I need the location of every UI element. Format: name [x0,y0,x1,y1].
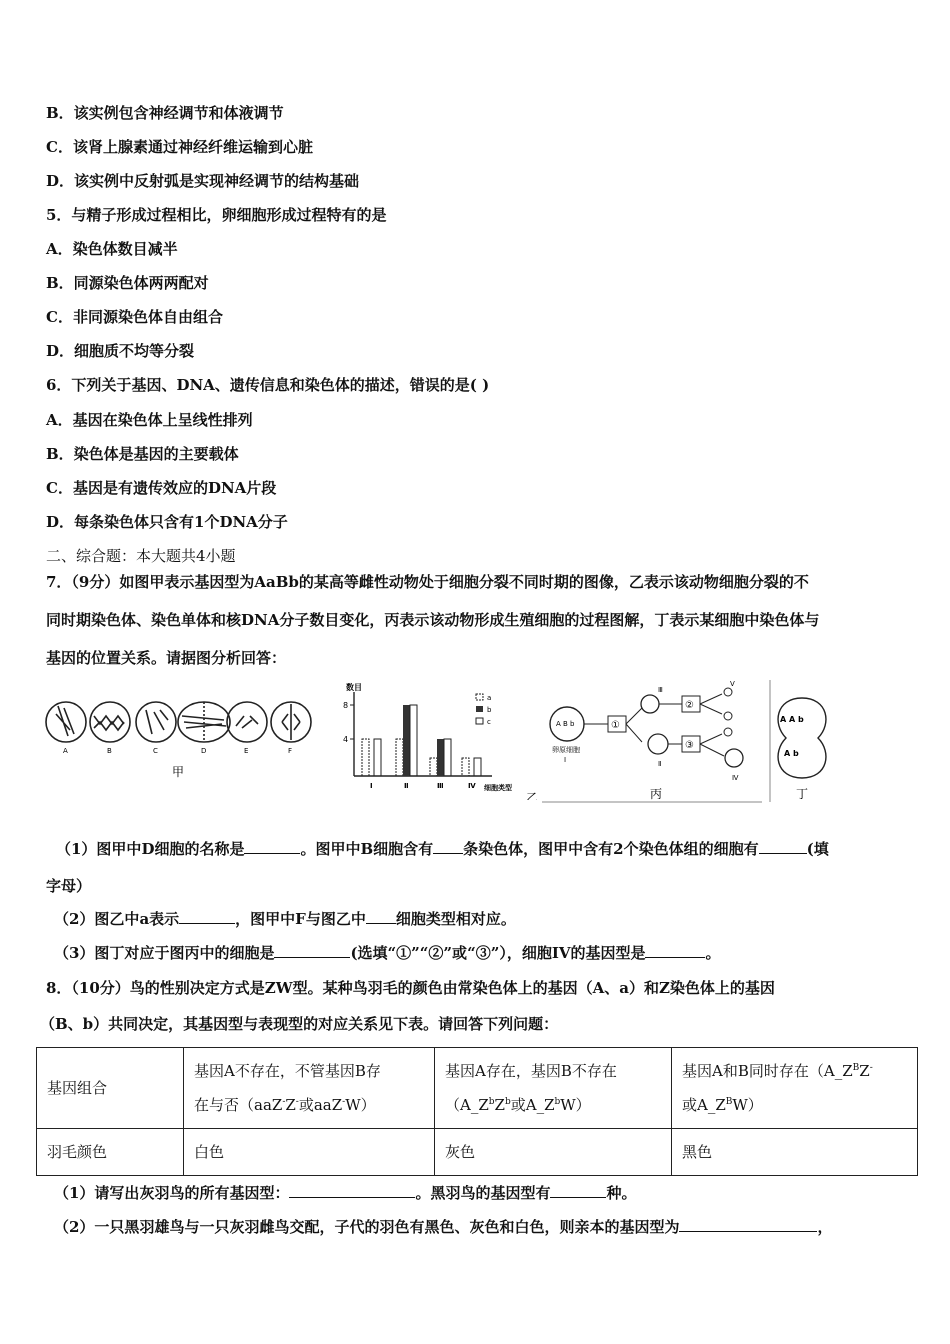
table-row [37,1129,918,1176]
q7-blank-4[interactable] [179,909,235,924]
q8-stem-line1: 8．（10分）鸟的性别决定方式是ZW型。某种鸟羽毛的颜色由常染色体上的基因（A、a）和Z染色体上的基因 [46,979,775,997]
yi-category-iii: Ⅲ [437,782,444,790]
yi-ytick-4: 4 [343,735,349,744]
figure-ding [770,694,834,804]
cell-label-c: C [153,747,158,755]
section-heading: 二、综合题：本大题共4小题 [46,547,236,565]
q7-stem-line3: 基因的位置关系。请据图分析回答： [46,649,287,667]
bing-start-label: 卵原细胞 [552,746,580,754]
q6-option-a: A．基因在染色体上呈线性排列 [46,411,253,429]
yi-legend-c: c [487,718,491,726]
bar-i-a [362,739,369,776]
q7-blank-1[interactable] [244,839,300,854]
bing-label-i: Ⅰ [564,756,567,764]
cell-label-e: E [244,747,249,755]
yi-legend-a: a [487,694,492,702]
q4-option-b: B．该实例包含神经调节和体液调节 [46,104,284,122]
yi-ylabel: 数目 [346,683,362,692]
q7-stem-line2: 同时期染色体、染色单体和核DNA分子数目变化，丙表示该动物形成生殖细胞的过程图解，丁表示某细胞中染色体与 [46,611,820,629]
cell-c [136,702,176,742]
q5-option-d: D．细胞质不均等分裂 [46,342,195,360]
q8-part1: （1）请写出灰羽鸟的所有基因型： 。黑羽鸟的基因型有 种。 [54,1184,637,1202]
q5-option-b: B．同源染色体两两配对 [46,274,209,292]
figure-bing [542,680,772,804]
bing-step-2: ② [685,700,694,711]
genotype-table [36,1047,918,1176]
cell-d [178,702,230,742]
table-cell: 基因组合 [37,1048,184,1129]
q7-part1-cont: 字母） [46,877,92,895]
table-cell: 基因A不存在，不管基因B存 在与否（aaZ-Z-或aaZ-W） [184,1048,435,1129]
q5-stem: 5．与精子形成过程相比，卵细胞形成过程特有的是 [46,206,387,224]
bar-iv-a [462,758,469,776]
ding-genes-top: A A b [780,715,804,724]
q7-part1: （1）图甲中D细胞的名称是 。图甲中B细胞含有 条染色体，图甲中含有2个染色体组的细胞有 (填 [56,840,829,858]
yi-legend-b: b [487,706,492,714]
cell-a [46,702,86,742]
cell-label-d: D [201,747,207,755]
ding-genes-bottom: A b [784,749,799,758]
q6-stem: 6．下列关于基因、DNA、遗传信息和染色体的描述，错误的是( ) [46,376,490,394]
q7-blank-5[interactable] [366,909,396,924]
q7-blank-7[interactable] [645,943,705,958]
bar-ii-b [403,705,410,776]
table-cell: 基因A存在，基因B不存在 （$A\_Z^bZ^b$或$A\_Z^bW$） [435,1048,672,1129]
cell-e [227,702,267,742]
figure-yi [332,680,542,800]
yi-category-iv: Ⅳ [468,782,476,790]
cell-label-a: A [63,747,68,755]
bing-label-v: Ⅴ [730,680,735,688]
bar-iii-b [437,739,444,776]
table-cell: 羽毛颜色 [37,1129,184,1176]
table-cell: 白色 [184,1129,435,1176]
bar-ii-c [410,705,417,776]
yi-category-i: Ⅰ [370,782,373,790]
bar-iii-c [444,739,451,776]
q5-option-a: A．染色体数目减半 [46,240,178,258]
table-row [37,1048,918,1129]
q8-blank-2[interactable] [550,1183,606,1198]
yi-xlabel: 细胞类型 [484,784,512,792]
q7-stem-line1: 7．（9分）如图甲表示基因型为AaBb的某高等雌性动物处于细胞分裂不同时期的图像，乙表示该动物细胞分裂的不 [46,573,809,591]
q7-blank-6[interactable] [274,943,350,958]
q4-option-c: C．该肾上腺素通过神经纤维运输到心脏 [46,138,313,156]
cell-b [90,702,130,742]
bar-iii-a [430,758,437,776]
bing-step-3: ③ [685,740,694,751]
bing-step-1: ① [611,720,620,731]
figure-bing-caption: 丙 [650,787,663,801]
figure-jia [44,694,314,784]
q5-option-c: C．非同源染色体自由组合 [46,308,223,326]
q8-blank-1[interactable] [289,1183,415,1198]
table-cell: 灰色 [435,1129,672,1176]
cell-label-f: F [288,747,293,755]
table-cell: 基因A和B同时存在（$A\_Z^BZ^-$ 或$A\_Z^BW$） [672,1048,918,1129]
q8-stem-line2: （B、b）共同决定，其基因型与表现型的对应关系见下表。请回答下列问题： [40,1015,559,1033]
bing-start-genes: A B b [556,720,575,728]
q6-option-d: D．每条染色体只含有1个DNA分子 [46,513,288,531]
cell-f [271,702,311,742]
yi-ytick-8: 8 [343,701,349,710]
yi-category-ii: Ⅱ [404,782,409,790]
q8-part2: （2）一只黑羽雄鸟与一只灰羽雌鸟交配，子代的羽色有黑色、灰色和白色，则亲本的基因型为 ， [54,1218,833,1236]
bing-label-iv: Ⅳ [732,774,739,782]
cell-label-b: B [107,747,112,755]
q8-blank-3[interactable] [679,1217,817,1232]
q7-part2: （2）图乙中a表示 ，图甲中F与图乙中 细胞类型相对应。 [54,910,516,928]
bar-i-c [374,739,381,776]
bing-label-iii: Ⅲ [658,686,663,694]
bing-label-ii: Ⅱ [658,760,662,768]
figure-jia-caption: 甲 [172,765,185,779]
q7-blank-3[interactable] [759,839,807,854]
figure-yi-caption: 乙 [526,791,539,800]
bar-ii-a [396,739,403,776]
table-cell: 黑色 [672,1129,918,1176]
figure-ding-caption: 丁 [796,787,809,801]
q7-part3: （3）图丁对应于图丙中的细胞是 (选填“①”“②”或“③”），细胞IV的基因型是 。 [54,944,721,962]
q6-option-c: C．基因是有遗传效应的DNA片段 [46,479,277,497]
q7-blank-2[interactable] [433,839,463,854]
q6-option-b: B．染色体是基因的主要载体 [46,445,239,463]
bar-iv-c [474,758,481,776]
q4-option-d: D．该实例中反射弧是实现神经调节的结构基础 [46,172,360,190]
